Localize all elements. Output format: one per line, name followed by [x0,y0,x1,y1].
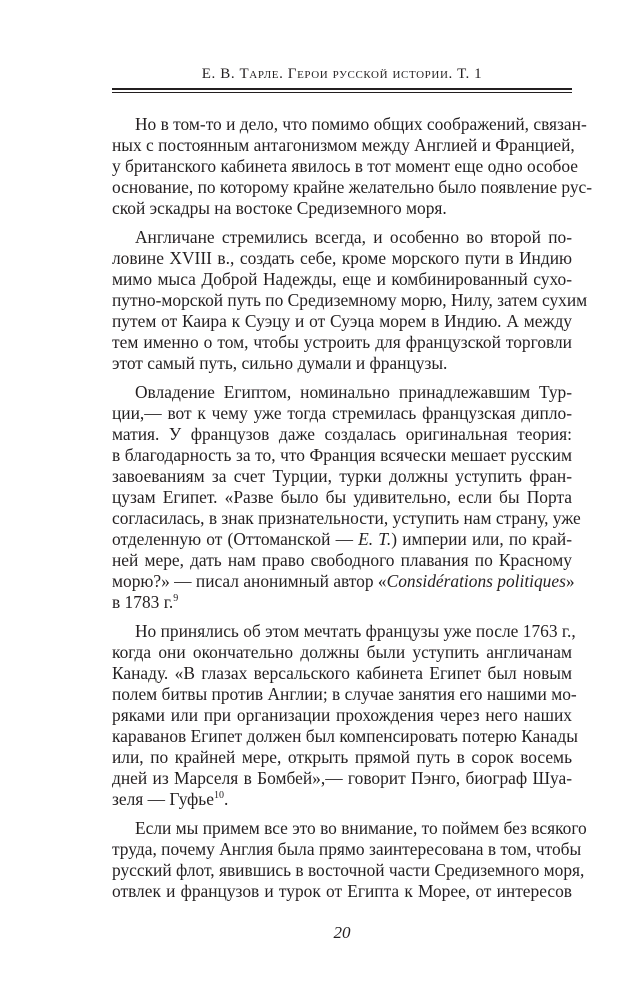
text-line: основание, по которому крайне желательно было появление рус- [112,177,593,197]
text-line [112,571,575,592]
running-header: Е. В. Тарле. Герои русской истории. Т. 1 [201,66,483,82]
text-line: тем именно о том, чтобы устроить для французской торговли [112,332,572,352]
italic-text: Е. Т. [358,529,392,549]
footnote-ref: 9 [173,593,179,604]
text-line: отвлек и французов и турок от Египта к Морее, от интересов [112,881,572,901]
text-line: или, по крайней мере, открыть прямой путь в сорок восемь [112,747,572,767]
text-line: ской эскадры на востоке Средиземного моря. [112,198,447,218]
text-line [112,789,572,810]
text-segment: морю?» — писал анонимный автор « [112,571,387,591]
text-line: Канаду. «В глазах версальского кабинета Египет был новым [112,663,572,683]
text-line: Но в том-то и дело, что помимо общих соображений, связан- [135,114,587,134]
text-segment: зеля — Гуфье [112,789,214,809]
paragraph [112,114,593,219]
text-line: ряками или при организации прохождения через него наших [112,705,572,725]
header-rule-thick [112,88,572,90]
text-segment: . [223,789,229,809]
page-number: 20 [333,923,351,942]
text-line: мимо мыса Доброй Надежды, еще и комбинированный сухо- [112,269,572,289]
text-line: Англичане стремились всегда, и особенно во второй по- [135,227,572,247]
text-line: Если мы примем все это во внимание, то поймем без всякого [135,818,587,838]
text-line: когда они окончательно должны были уступить англичанам [112,642,572,662]
text-line: Овладение Египтом, номинально принадлежавшим Тур- [135,382,572,402]
text-line: путно-морской путь по Средиземному морю, Нилу, затем сухим [112,290,588,310]
text-line: ции,— вот к чему уже тогда стремилась французская дипло- [112,403,572,423]
text-line: полем битвы против Англии; в случае занятия его нашими мо- [112,684,577,704]
text-line [112,529,572,550]
text-segment: ) империи или, по край- [391,529,572,549]
text-segment: » [565,571,575,591]
text-line: цузам Египет. «Разве было бы удивительно, если бы Порта [112,487,572,507]
italic-text: Considérations politiques [386,571,566,591]
text-line: в благодарность за то, что Франция всячески мешает русским [112,445,572,465]
text-line: путем от Каира к Суэцу и от Суэца морем в Индию. А между [112,311,572,331]
text-segment: в 1783 г. [112,592,174,612]
paragraph [112,818,587,902]
text-segment: отделенную от (Оттоманской — [112,529,359,549]
text-line: караванов Египет должен был компенсировать потерю Канады [112,726,578,746]
paragraph [112,227,588,374]
paragraph [112,382,581,613]
text-line: ней мере, дать нам право свободного плавания по Красному [112,550,572,570]
text-line: ловине XVIII в., создать себе, кроме морского пути в Индию [112,248,572,268]
text-line: ных с постоянным антагонизмом между Англией и Францией, [112,135,575,155]
text-line: русский флот, явившись в восточной части Средиземного моря, [112,860,585,880]
text-line: дней из Марселя в Бомбей»,— говорит Пэнго, биограф Шуа- [112,768,572,788]
text-line: Но принялись об этом мечтать французы уже после 1763 г., [135,621,576,641]
paragraph [112,621,578,810]
text-line: матия. У французов даже создалась оригинальная теория: [112,424,572,444]
footnote-ref: 10 [213,790,224,801]
text-line: этот самый путь, сильно думали и французы. [112,353,448,373]
text-line [112,592,572,613]
text-line: завоеваниям за счет Турции, турки должны уступить фран- [112,466,572,486]
header-rule-thin [112,92,572,93]
text-line: у британского кабинета явилось в тот момент еще одно особое [112,156,579,176]
body-text [112,114,593,910]
text-line: согласилась, в знак признательности, уступить нам страну, уже [112,508,581,528]
text-line: труда, почему Англия была прямо заинтересована в том, чтобы [112,839,582,859]
